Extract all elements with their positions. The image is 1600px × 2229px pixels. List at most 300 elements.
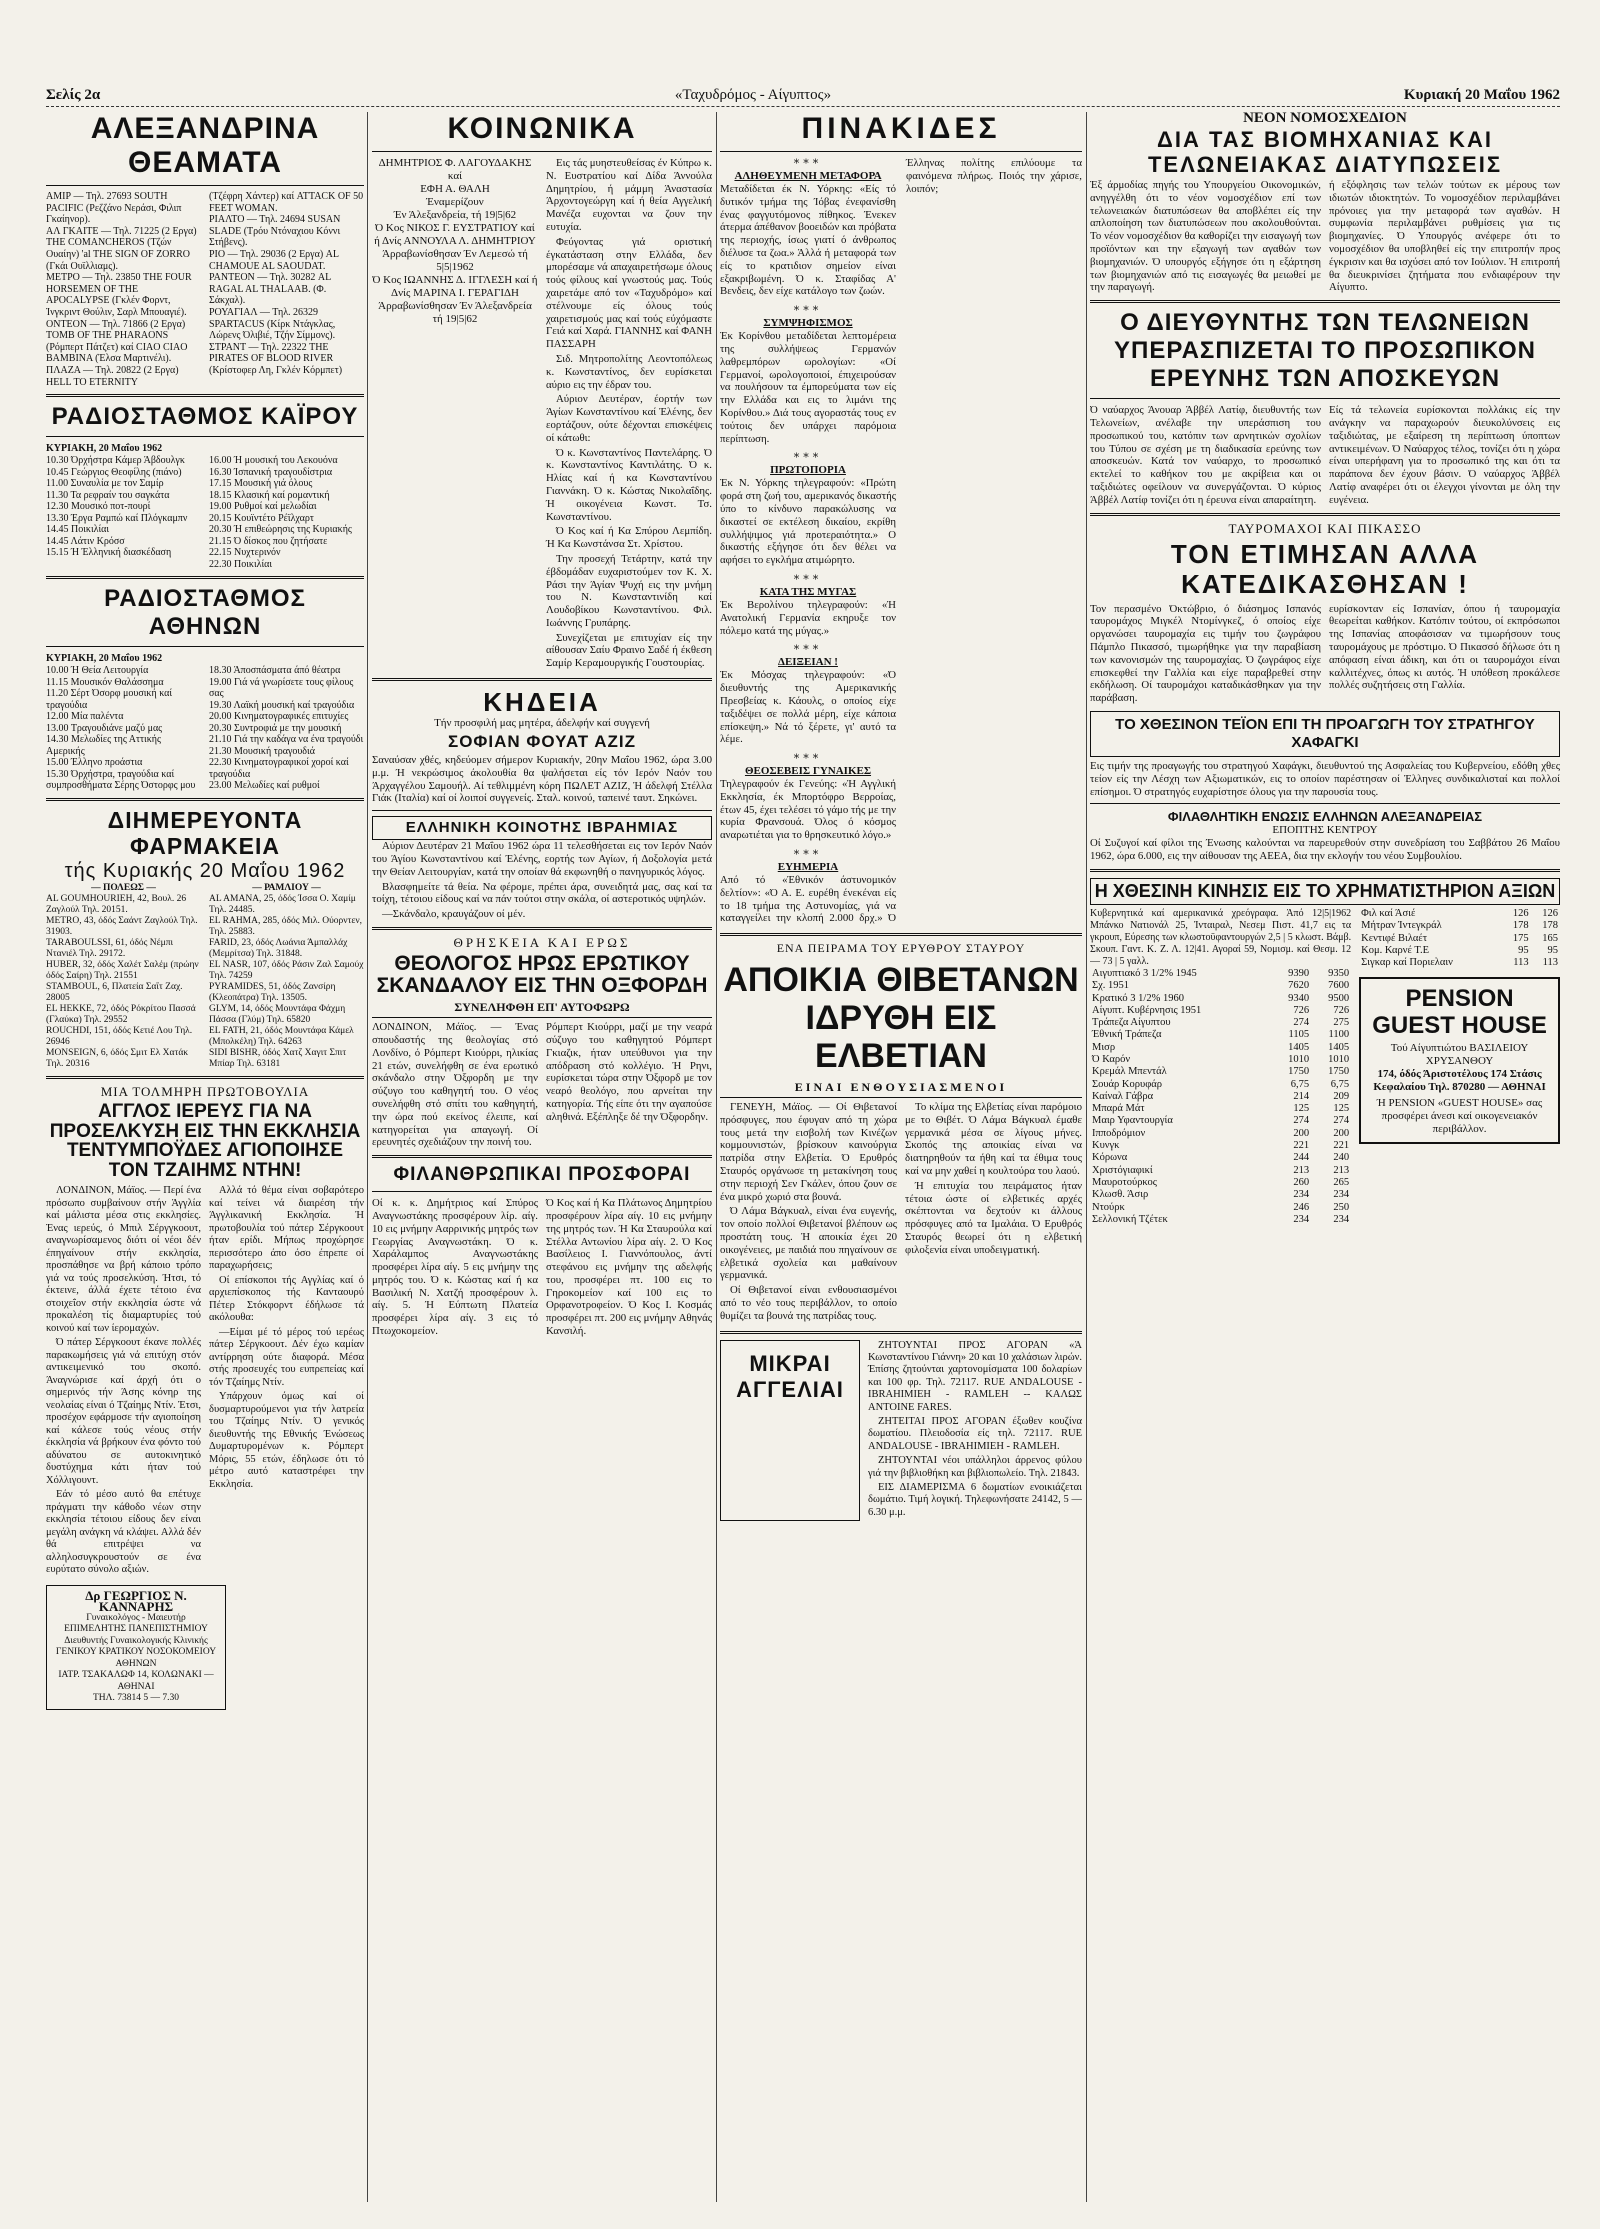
theatre-entry: ΣΤΡΑΝΤ — Τηλ. 22322 THE PIRATES OF BLOOD RIVER (Κρίστοφερ Λη, Γκλέν Κόρμπετ) <box>209 341 343 376</box>
note-body: Έκ Κορίνθου μεταδίδεται λεπτομέρεια της συλλήψεως Γερμανών λαθρεμπόρων ωρολογίων: «Οί Γερμανοί, ωρολογοποιοί, έπιχειρούσαν να πουλήσουν τα έμπορεύματα των είς την Ελλάδα και εις το λιμάνι της Κορίνθου.» Διά τους αγοραστάς τους εν τούτοις δεν υπάρχει παρόμοια περίπτωση. <box>720 330 896 445</box>
customs-body <box>1090 404 1560 506</box>
radio-athens-left <box>46 665 201 792</box>
funeral-text: Σαναύσαν χθές, κηδεύομεν σήμερον Κυριακήν, 20ην Μαΐου 1962, ώρα 3.00 μ.μ. Ή νεκρώσιμος άκολουθία θα ψαλήσεται είς τόν Ιερόν Ναόν του Άρχαγγέλου Σαμουήλ. Αί τεθλιμμένη κόρη ΠΩΛΕΤ ΑΖΙΖ, Ή άδελφή Στέλλα Γιάκ (Ιταλία) καί οί λοιποί συγγενείς. Σταλ. κοινού, ταπεινέ ταυτ. Σηκώνει. <box>372 754 712 805</box>
radio-program: 16.00 Ή μουσική του Λεκουόνα <box>209 455 338 467</box>
stock-row <box>1090 1140 1351 1152</box>
stock-name: Μήτραν Ίντεγκράλ <box>1361 920 1442 932</box>
pharmacy-entry: SIDI BISHR, όδός Χατζ Χαγιτ Σπιτ Μπίαρ Τηλ. 63181 <box>209 1047 347 1069</box>
stock-row <box>1090 1214 1351 1226</box>
stock-price: 6,75 <box>1290 1078 1310 1090</box>
classified-ad: ΖΗΤΕΙΤΑΙ ΠΡΟΣ ΑΓΟΡΑΝ έξωθεν κουζίνα δωματίου. Πλειοδοσία είς τηλ. 72117. RUE ANDALOUSE - IBRAHIMIEH - RAMLEH. <box>868 1415 1082 1452</box>
notes-list <box>720 157 1082 927</box>
stock-price: 125 <box>1333 1103 1350 1115</box>
pharmacy-entry: MONSEIGN, 6, όδός Σμιτ Ελ Χατάκ Τηλ. 20316 <box>46 1047 189 1069</box>
stock-price: 95 <box>1547 944 1558 956</box>
law-right: ή εξόφλησις των τελών τούτων εκ μέρους των ιδιωτών ιδιοκτητών. Το νομοσχέδιον περιλαμβάνει πρόνοιες για την μεταφορά των αγαθών. Η συμφωνία περιλαμβάνει ρυθμίσεις για τις βιομηχανίες. Ό Υπουργός ανέφερε ότι το νομοσχέδιον θα υποβληθεί είς την επιτροπήν προς έγκρισιν και θα ισχύσει από τον Ιούλιον. Ή επιτροπή θα διευκρινίσει ζητήματα που ενδιαφέρουν την Αίγυπτο. <box>1329 179 1560 294</box>
stock-row <box>1090 1066 1351 1078</box>
stock-name: Σελλονική Τζέτεκ <box>1092 1213 1168 1225</box>
radio-program: 10.45 Γεώργιος Θεοφίλης (πιάνο) <box>46 466 182 478</box>
philanthropy-body <box>372 1197 712 1338</box>
classified-ad: ΕΙΣ ΔΙΑΜΕΡΙΣΜΑ 6 δωματίων ενοικιάζεται δωμάτιο. Τιμή λογική. Τηλεφωνήσατε 24142, 5 — 6.30 μ.μ. <box>868 1482 1082 1518</box>
initiative-right <box>209 1185 364 1579</box>
stock-price: 113 <box>1542 957 1558 969</box>
radio-cairo-right <box>209 455 364 570</box>
stock-name: Κεντιφέ Βιλαέτ <box>1361 932 1428 944</box>
radio-program: 15.15 Ή Έλληνική διασκέδαση <box>46 547 172 559</box>
stock-name: Κυνγκ <box>1092 1140 1120 1152</box>
initiative-left <box>46 1185 201 1579</box>
article-paragraph: ΛΟΝΔΙΝΟΝ, Μάϊος. — Περί ένα πρόσωπο συμβαίνουν στήν Άγγλία καί μάλιστα μέσα στις εκκλησίες. Ένας ιερεύς, ό Μπιλ Σέργγκοουτ, αναγνωρίσαμενος διότι οί νέοι δέν έπηγαίνουν στήν εκκλησία, προσπάθησε να βρή κάποιο τρόπο γιά να τούς προσελκύση. Ήτσι, τό έκτεινε, άλλά έχετε τέτοιο ένα στοιχεΐον στήν εκκλησία ώστε νά προκαλέση τίς διαμαρτυρίες τού κοινού καί των ίερομαχών. <box>46 1185 201 1334</box>
pharmacy-head-city: — ΠΟΛΕΩΣ — <box>91 882 156 893</box>
note-body: Έκ Βερολίνου τηλεγραφούν: «Ή Ανατολική Γερμανία εκηρυξε τον πόλεμο κατά της μύγας.» <box>720 598 896 637</box>
stock-price: 214 <box>1293 1090 1310 1102</box>
redcross-right <box>905 1101 1082 1325</box>
stock-price: 113 <box>1513 957 1529 969</box>
radio-cairo-title: ΡΑΔΙΟΣΤΑΘΜΟΣ ΚΑΪΡΟΥ <box>51 403 359 431</box>
ad-line: ΙΑΤΡ. ΤΣΑΚΑΛΩΦ 14, ΚΟΛΩΝΑΚΙ — ΑΘΗΝΑΙ <box>58 1670 214 1692</box>
funeral-title: ΚΗΔΕΙΑ <box>483 687 601 718</box>
radio-program: 19.00 Ρυθμοί καί μελωδίαι <box>209 501 317 513</box>
radio-athens-schedule <box>46 665 364 792</box>
eros-kicker: ΘΡΗΣΚΕΙΑ ΚΑΙ ΕΡΩΣ <box>453 935 631 951</box>
stock-row <box>1090 1005 1351 1017</box>
pharmacy-entry: EL RAHMA, 285, όδός Μιλ. Ούορντεν, Τηλ. 25883. <box>209 915 363 937</box>
column-4 <box>1090 112 1560 1226</box>
radio-cairo-date: ΚΥΡΙΑΚΗ, 20 Μαΐου 1962 <box>46 443 163 455</box>
doctor-ad <box>46 1585 226 1710</box>
stock-name: Ό Καρόν <box>1092 1053 1131 1065</box>
social-paragraph: Σιδ. Μητροπολίτης Λεοντοπόλεως κ. Κωνσταντίνος, δεν ευρίσκεται αύριο εις την έδραν του. <box>546 352 712 391</box>
stock-price: 7600 <box>1328 980 1350 992</box>
stock-name: Τράπεζα Αίγυπτου <box>1092 1017 1171 1029</box>
union-subtitle: ΕΠΟΠΤΗΣ ΚΕΝΤΡΟΥ <box>1272 824 1378 837</box>
stock-price: 1750 <box>1328 1066 1350 1078</box>
radio-program: 11.30 Τα ρεφραίν του σαγκάτα <box>46 489 170 501</box>
stock-price: 178 <box>1542 920 1558 932</box>
redcross-body <box>720 1101 1082 1325</box>
radio-program: 14.30 Μελωδίες της Αττικής Αμερικής <box>46 734 161 757</box>
stock-price: 234 <box>1293 1213 1310 1225</box>
radio-program: 13.00 Τραγουδιάνε μαζύ μας <box>46 722 163 734</box>
note-heading: ΔΕΙΞΕΙΑΝ ! <box>778 656 838 669</box>
pharmacy-entry: AL GOUMHOURIEH, 42, Βουλ. 26 Ζαγλούλ Τηλ. 20151. <box>46 893 187 915</box>
paper-name: «Ταχυδρόμος - Αίγυπτος» <box>674 86 832 103</box>
note-heading: ΘΕΟΣΕΒΕΙΣ ΓΥΝΑΙΚΕΣ <box>744 765 872 778</box>
redcross-kicker: ΕΝΑ ΠΕΙΡΑΜΑ ΤΟΥ ΕΡΥΘΡΟΥ ΣΤΑΥΡΟΥ <box>776 941 1026 955</box>
note-heading: ΠΡΩΤΟΠΟΡΙΑ <box>770 464 846 477</box>
pharmacy-entry: PYRAMIDES, 51, όδός Ζανσίρη (Κλεοπάτρα) Τηλ. 13505. <box>209 981 336 1003</box>
initiative-headline: ΑΓΓΛΟΣ ΙΕΡΕΥΣ ΓΙΑ ΝΑ ΠΡΟΣΕΛΚΥΣΗ ΕΙΣ ΤΗΝ ΕΚΚΛΗΣΙΑ ΤΕΝΤΥΜΠΟΫΔΕΣ ΑΓΙΟΠΟΙΗΣΕ ΤΟΝ ΤΖΑΙΗΜΣ ΝΤΗΝ! <box>49 1100 361 1182</box>
note-body: Τηλεγραφούν έκ Γενεύης: «Ή Αγγλική Εκκλησία, έκ Μπορτόφρο Βερροίας, έτων 45, έχει τελέσει τό γάμο τής με την κυρία Φρανσουά. Όλος ό κόσμος αναρωτιέται για το θρησκευτικό λόγο.» <box>720 778 896 842</box>
social-section <box>372 157 712 672</box>
pharmacy-head-ramleh: — ΡΑΜΛΙΟΥ — <box>252 882 321 893</box>
note-body: Μεταδίδεται έκ Ν. Υόρκης: «Είς τό δυτικόν τμήμα της Ίόβας ένεφανίσθη ένας φαγγυτόμονος πίθηκος. Ένεκεν άτερμα άπέθανον βοοειδών και πρόβατα της περιοχής, ίσως γιατί ό άνθρωπος διέλυσε τα ζωα.» Άλλά ή μεταφορά των είς το κρατιδιον σημείον είναι εξακριβωμένη. Ό κ. Σταφίδας Α' Βενδεις, δεν είχε κατάλογο των ζωών. <box>720 183 896 298</box>
lower-section <box>1090 711 1560 863</box>
social-line: Έν Άλεξανδρεία, τή 19|5|62 <box>393 209 517 221</box>
theatre-entry: ΟΝΤΕΟΝ — Τηλ. 71866 (2 Εργα) TOMB OF THE PHARAONS (Ρόμπερτ Πάτζετ) καί CIAO CIAO BAMBINA (Έλσα Μαρτινέλι). <box>46 318 188 365</box>
theatre-entry: ΜΕΤΡΟ — Τηλ. 23850 THE FOUR HORSEMEN OF THE APOCALYPSE (Γκλέν Φορντ, Ίνγκριντ Θούλιν, Σαρλ Μπουαγιέ). <box>46 272 192 318</box>
pharmacy-entry: HUBER, 32, όδός Χαλέτ Σαλέμ (πρώην όδός Σαίρη) Τηλ. 21551 <box>46 959 199 981</box>
customs-headline: Ο ΔΙΕΥΘΥΝΤΗΣ ΤΩΝ ΤΕΛΩΝΕΙΩΝ ΥΠΕΡΑΣΠΙΖΕΤΑΙ ΤΟ ΠΡΟΣΩΠΙΚΟΝ ΕΡΕΥΝΗΣ ΤΩΝ ΑΠΟΣΚΕΥΩΝ <box>1114 309 1536 393</box>
classifieds-list <box>868 1340 1082 1522</box>
stock-price: 178 <box>1512 920 1529 932</box>
pharmacy-entry: TARABOULSSI, 61, όδός Νέμπι Ντανιέλ Τηλ. 29172. <box>46 937 174 959</box>
radio-cairo-left <box>46 455 201 570</box>
pharmacy-entry: ROUCHDI, 151, όδός Κετιέ Λου Τηλ. 26946 <box>46 1025 193 1047</box>
stock-table-left <box>1090 968 1351 1226</box>
stock-name: Μαιρ Υφαντουργία <box>1092 1115 1173 1127</box>
column-rule <box>1086 112 1087 2202</box>
doctor-name: Δρ ΓΕΩΡΓΙΟΣ Ν. ΚΑΝΝΑΡΗΣ <box>85 1587 187 1615</box>
pharmacy-entry: AL AMANA, 25, όδός Ίσσα Ο. Χαμίμ Τηλ. 24485. <box>209 893 356 915</box>
stock-price: 234 <box>1293 1189 1310 1201</box>
radio-program: 11.20 Σέρτ Όσορφ μουσική καί τραγούδια <box>46 688 173 711</box>
redcross-subheadline: ΕΙΝΑΙ ΕΝΘΟΥΣΙΑΣΜΕΝΟΙ <box>720 1081 1082 1098</box>
radio-athens-right <box>209 665 364 792</box>
radio-program: 21.15 Ό δίσκος που ζητήσατε <box>209 535 328 547</box>
note-body: Από τό «Έθνικόν άστυνομικόν δελτίον»: «Ό Α. Ε. ευρέθη ένεκέναι είς το 18 τμήμα της Αστυνομίας, γιά να καταγγείλει την κλοπή 2.000 δρχ.» Ό Έλληνας πολίτης επιλύουμε τα φαινόμενα πλήρως. Ποιός την χάρισε, λοιπόν; <box>720 157 1082 925</box>
stock-price: 221 <box>1293 1140 1310 1152</box>
stock-row <box>1090 993 1351 1005</box>
ad-line: ΕΠΙΜΕΛΗΤΗΣ ΠΑΝΕΠΙΣΤΗΜΙΟΥ <box>64 1624 208 1635</box>
picasso-kicker: ΤΑΥΡΟΜΑΧΟΙ ΚΑΙ ΠΙΚΑΣΣΟ <box>1228 520 1422 536</box>
hafagi-title: ΤΟ ΧΘΕΣΙΝΟΝ ΤΕΪΟΝ ΕΠΙ ΤΗ ΠΡΟΑΓΩΓΗ ΤΟΥ ΣΤΡΑΤΗΓΟΥ ΧΑΦΑΓΚΙ <box>1090 711 1560 757</box>
stock-table-right <box>1359 908 1560 969</box>
pharmacy-left <box>46 894 201 1070</box>
stock-price: 234 <box>1333 1213 1350 1225</box>
pension-title: PENSION GUEST HOUSE <box>1372 985 1547 1040</box>
radio-athens-title: ΡΑΔΙΟΣΤΑΘΜΟΣ ΑΘΗΝΩΝ <box>104 585 306 641</box>
theatre-entry: ΡΟΥΑΓΙΑΛ — Τηλ. 26329 SPARTACUS (Κίρκ Ντάγκλας, Λώρενς Όλιβιέ, Τζήν Σίμμονς). <box>209 306 336 342</box>
customs-left: Ό ναύαρχος Άνουαρ Άββέλ Λατίφ, διευθυντής των Τελωνείων, ανέλαβε την υπεράσπιση του προσωπικού του, κατόπιν των αρνητικών σχολίων του Τύπου σε σχέση με τη διαδικασία ερεύνης των αποσκευών. Κατά τον ναύαρχο, το προσωπικό εκτελεί το καθήκον του με ακρίβεια και οι ταξιδιώτες οφείλουν να συνεργάζονται. Ό κύριος Άββέλ Λατίφ τονίζει ότι η έρευνα είναι απαραίτητη. <box>1090 404 1321 506</box>
pharmacy-entry: EL NASR, 107, όδός Ράσιν Ζαλ Σαμούχ Τηλ. 74259 <box>209 959 364 981</box>
theatre-entry: ΡΙΑΛΤΟ — Τηλ. 24694 SUSAN SLADE (Τρόυ Ντόναχιου Κόννι Στήβενς). <box>209 214 341 249</box>
stock-price: 125 <box>1293 1103 1310 1115</box>
stock-section <box>1090 908 1560 1226</box>
stock-name: Σχ. 1951 <box>1092 980 1130 992</box>
pharmacy-listing <box>46 883 364 1070</box>
stock-price: 275 <box>1333 1017 1350 1029</box>
pharmacy-entry: EL HEKKE, 72, όδός Ρόκρίτου Πασσά (Γλαύκα) Τηλ. 29552 <box>46 1003 196 1025</box>
stock-row <box>1090 968 1351 980</box>
stock-row <box>1090 1189 1351 1201</box>
article-paragraph: Ό Λάμα Βάγκυαλ, είναι ένα ευγενής, τον οποίο πολλοί Θιβετανοί βλέπουν ως προστάτη τους. Ή αποικία έχει 20 οικογένειες, με παιδιά που πηγαίνουν σε ελβετικά σχολεία και μαθαίνουν γερμανικά. <box>720 1205 897 1282</box>
radio-program: 22.30 Ποικιλίαι <box>209 558 273 570</box>
note-heading: ΣΥΜΨΗΦΙΣΜΟΣ <box>763 317 853 330</box>
stock-price: 1010 <box>1328 1053 1350 1065</box>
theatres-left <box>46 191 201 388</box>
stock-row <box>1090 1091 1351 1103</box>
stock-row <box>1090 1115 1351 1127</box>
stock-row <box>1359 945 1560 957</box>
picasso-right: ευρίσκονταν είς Ισπανίαν, όπου ή ταυρομαχία θεωρείται καθήκον. Κατόπιν τούτου, οί εκπρόσωποι της Ισπανίας αποφάσισαν να τιμωρήσουν τους ταυρομάχους με πρόστιμο. Ό Πικασσό δήλωσε ότι η απόφαση είναι άδικη, και ότι οι ταυρομάχοι είναι καλλιτέχνες, όπως κι αυτός. Ή υπόθεση προκάλεσε πολλές συζητήσεις στη Γαλλία. <box>1329 602 1560 692</box>
stock-row <box>1359 920 1560 932</box>
classifieds-title: ΜΙΚΡΑΙ ΑΓΓΕΛΙΑΙ <box>720 1340 860 1522</box>
stock-price: 221 <box>1333 1140 1350 1152</box>
article-paragraph: Οί επίσκοποι τής Αγγλίας καί ό αρχιεπίσκοπος τής Κανταουρύ Πέτερ Στόκφορντ έδήλωσε τά ακόλουθα: <box>209 1274 364 1324</box>
note-item <box>720 157 896 298</box>
ad-line: Διευθυντής Γυναικολογικής Κλινικής ΓΕΝΙΚΟΥ ΚΡΑΤΙΚΟΥ ΝΟΣΟΚΟΜΕΙΟΥ ΑΘΗΝΩΝ <box>55 1635 217 1669</box>
hafagi-section <box>1090 711 1560 863</box>
hafagi-text: Εις τιμήν της προαγωγής του στρατηγού Χαφάγκι, διευθυντού της Ασφαλείας του Κυβερνείου, εδόθη χθες τείον είς την Λέσχη των Αξιωματικών, εις το οποίον παρέστησαν οί Έλληνες συνδικαλισταί και πολλοί επίσημοι. Ό στρατηγός ευχαρίστησε όλους για την παρουσία τους. <box>1090 759 1560 798</box>
stock-price: 250 <box>1333 1201 1350 1213</box>
stock-name: Φιλ καί Άσιέ <box>1361 907 1416 919</box>
pharmacy-right <box>209 894 364 1070</box>
stock-name: Καίναλ Γάβρα <box>1092 1090 1154 1102</box>
theatre-entry: ΑΜΙΡ — Τηλ. 27693 SOUTH PACIFIC (Ρεζζάνο Νεράσι, Φιλιπ Γκαίηνορ). <box>46 191 182 226</box>
stock-intro: Κυβερνητικά καί αμερικανικά χρεόγραφα. Άπό 12|5|1962 Μπάνκο Νατιονάλ 25, Ίνταιραλ, Νεσεμ Πιστ. 41,7 εις τα γκρουπ, Εύρεσης των κλωστοϋφαντουργών 2,5 | 5 κλωστ. Βάμβ. Σκουπ. Γαντ. Κ. Ζ. Λ. 12|41. Αγοραί 59, Νομισμ. καί Θεσμ. 12 — 73 | 5 γαλλ. <box>1090 907 1352 967</box>
radio-program: 19.00 Γιά νά γνωρίσετε τους φίλους σας <box>209 676 354 700</box>
column-rule <box>367 112 368 2202</box>
stock-row <box>1359 933 1560 945</box>
note-item <box>720 304 896 445</box>
philanthropy-right: Ό Κος καί ή Κα Πλάτωνος Δημητρίου προσφέρουν λίρα αίγ. 10 εις μνήμην της μητρός των. Ή Κα Σταυρούλα καί Στέλλα Αντωνίου λίρα αίγ. 2. Ό Κος Βασίλειος Ι. Γιαννόπουλος, άντί στεφάνου εις μνήμην της αδελφής του, προσφέρει πτ. 100 εις το Γηροκομείον καί 100 εις το Ορφανοτροφείον. Ό Κος Ι. Κοσμάς προσφέρει πτ. 200 εις μνήμην Αθηνάς Κανσιλή. <box>546 1197 712 1338</box>
theatre-entry: ΡΑΝΤΕΟΝ — Τηλ. 30282 AL RAGAL AL THALAAB. (Φ. Σάκχαλ). <box>209 272 331 307</box>
radio-program: 12.00 Μία παλέντα <box>46 711 124 723</box>
column-2 <box>372 112 712 1338</box>
social-paragraph: Ό κ. Κωνσταντίνος Παντελάρης. Ό κ. Κωνσταντίνος Καντιλάτης. Ό κ. Ηλίας καί ή κα Κωνσταντίνου Γιαννάκη. Ό κ. Κώστας Νικολαΐδης. Ή οικογένεια Κωνστ. Τσ. Κωνσταντίνου. <box>546 446 712 523</box>
funeral-name: ΣΟΦΙΑΝ ΦΟΥΑΤ ΑΖΙΖ <box>448 732 636 752</box>
note-separator: *** <box>793 848 823 862</box>
stock-price: 213 <box>1333 1164 1350 1176</box>
community-title: ΕΛΛΗΝΙΚΗ ΚΟΙΝΟΤΗΣ ΙΒΡΑΗΜΙΑΣ <box>372 816 712 840</box>
stock-price: 200 <box>1293 1127 1310 1139</box>
stock-name: Κόρωνα <box>1092 1152 1128 1164</box>
stock-price: 1105 <box>1288 1029 1310 1041</box>
stock-row <box>1090 1054 1351 1066</box>
radio-program: 20.30 Ή επιθεώρησις της Κυριακής <box>209 524 352 536</box>
stock-name: Ιπποδρόμιον <box>1092 1127 1146 1139</box>
union-text: Οί Συζυγοί καί φίλοι της Ένωσης καλούνται να παρευρεθούν στην συνεδρίαση του Σαββάτου 26 Μαΐου 1962, ώρα 6.000, εις την αίθουσαν της ΑΕΕΑ, δια την εκλογήν του νέου Συμβουλίου. <box>1090 837 1560 863</box>
theatre-entry: ΡΙΟ — Τηλ. 29036 (2 Εργα) AL CHAMOUE AL SAOUDAT. <box>209 248 339 272</box>
radio-program: 14.45 Ποικιλίαι <box>46 524 110 536</box>
note-separator: *** <box>793 304 823 318</box>
stock-price: 274 <box>1333 1115 1350 1127</box>
note-heading: ΑΛΗΘΕΥΜΕΝΗ ΜΕΤΑΦΟΡΑ <box>734 170 882 182</box>
social-paragraph: Αύριον Δευτέραν, έορτήν των Άγίων Κωνσταντίνου καί Έλένης, δεν εορτάζουν, ούτε δέχονται επισκέψεις οί κάτωθι: <box>546 393 712 444</box>
stock-price: 1750 <box>1288 1066 1310 1078</box>
stock-row <box>1090 1177 1351 1189</box>
masthead <box>46 84 1560 107</box>
stock-name: Κλωσθ. Άσιρ <box>1092 1189 1149 1201</box>
theatre-entry: (Τζέφρη Χάντερ) καί ATTACK OF 50 FEET WOMAN. <box>209 191 364 214</box>
pension-ad <box>1359 977 1560 1144</box>
radio-cairo-schedule <box>46 455 364 570</box>
stock-price: 9390 <box>1288 967 1310 979</box>
note-separator: *** <box>793 451 823 465</box>
initiative-body <box>46 1185 364 1579</box>
stock-price: 1010 <box>1288 1053 1310 1065</box>
pharmacy-entry: FARID, 23, όδός Λωάνια Άμπαλλάχ (Μεμρίτσα) Τηλ. 31848. <box>209 937 348 959</box>
union-title: ΦΙΛΑΘΛΗΤΙΚΗ ΕΝΩΣΙΣ ΕΛΛΗΝΩΝ ΑΛΕΞΑΝΔΡΕΙΑΣ <box>1167 809 1483 825</box>
radio-program: 21.10 Γιά την καδάγα να ένα τραγούδι <box>209 734 364 746</box>
stock-row <box>1090 980 1351 992</box>
social-announcement: Ό Κος ΙΩΑΝΝΗΣ Δ. ΙΓΓΛΕΣΗ καί ή Δνίς ΜΑΡΙΝΑ Ι. ΓΕΡΑΓΙΔΗ Άρραβωνίσθησαν Έν Άλεξανδρεία τή 19|5|62 <box>372 274 538 325</box>
pharmacy-entry: GLYM, 14, όδός Μουντάφα Φάχμη Πάσσα (Γλύμ) Τηλ. 65820 <box>209 1003 346 1025</box>
social-paragraph: Φεύγοντας γιά οριστική έγκατάσταση στην Ελλάδα, δεν μπορέσαμε νά απαχαιρετήσωμε όλους τούς φίλους καί γνωστούς μας. Τούς χαιρετάμε από τον «Ταχυδρόμο» καί στέλνουμε είς όλους τούς χαιρετισμούς μας καί τούς εύχόμαστε Γειά καί Χαρά. ΓΙΑΝΝΗΣ καί ΦΑΝΗ ΠΑΣΣΑΡΗ <box>546 235 712 351</box>
eros-left: ΛΟΝΔΙΝΟΝ, Μάϊος. — Ένας σπουδαστής της θεολογίας στό Λονδίνο, ό Ρόμπερτ Κιούρρι, ηλικίας 21 ετών, συνελήφθη σε ένα ερωτικό σκάνδαλο στην Όξφορδη με την σύζυγο του καθηγητή του. Ο νέος συνελήφθη στό σπίτι του καθηγητή, την ώρα πού εκείνος έλειπε, καί κατηγορείται για απαγωγή. Οί ερευνητές σχεδιάζουν την ποινή του. <box>372 1021 538 1149</box>
social-paragraph: Συνεχίζεται με επιτυχίαν είς την αίθουσαν Σαίυ Φραινο Σαδέ ή έκθεση Σαμίρ Κεραμουργικής Γουστουρίας. <box>546 631 712 670</box>
article-paragraph: Ή επιτυχία του πειράματος ήταν τέτοια ώστε οί ελβετικές αρχές σκέπτονται να δεχτούν κι άλλους πρόσφυγες από τα Ιμαλάια. Ό Ερυθρός Σταυρός θεωρεί ότι η ελβετική φιλοξενία είναι υποδειγματική. <box>905 1179 1082 1256</box>
law-body <box>1090 179 1560 294</box>
stock-row <box>1090 1017 1351 1029</box>
pharmacy-title: ΔΙΗΜΕΡΕΥΟΝΤΑ ΦΑΡΜΑΚΕΙΑ <box>107 806 303 859</box>
stock-price: 9340 <box>1288 992 1310 1004</box>
theatre-entry: ΠΛΑΖΑ — Τηλ. 20822 (2 Εργα) HELL TO ETERNITY <box>46 364 179 388</box>
radio-program: 16.30 Ίσπανική τραγουδίστρια <box>209 466 333 478</box>
stock-price: 726 <box>1293 1004 1310 1016</box>
stock-price: 9350 <box>1328 967 1350 979</box>
stock-price: 213 <box>1293 1164 1310 1176</box>
social-line: Έναμερίζουν <box>426 196 484 208</box>
stock-row <box>1090 1128 1351 1140</box>
stock-name: Ντούρκ <box>1092 1201 1125 1213</box>
stock-name: Αίγυπτ. Κυβέρνησις 1951 <box>1092 1004 1202 1016</box>
radio-program: 13.30 Έργα Ραμπώ καί Πλόγκαμπν <box>46 512 188 524</box>
radio-program: 11.00 Συναυλία με τον Σαμίρ <box>46 478 164 490</box>
theatres-right <box>209 191 364 388</box>
stock-name: Κρατικό 3 1/2% 1960 <box>1092 992 1184 1004</box>
philanthropy-title: ΦΙΛΑΝΘΡΩΠΙΚΑΙ ΠΡΟΣΦΟΡΑΙ <box>393 1164 691 1186</box>
stock-row <box>1090 1042 1351 1054</box>
theatre-entry: ΑΛ ΓΚΑΙΤΕ — Τηλ. 71225 (2 Εργα) THE COMANCHEROS (Τζών Ουαίην) 'al THE SIGN OF ZORRO (Γκάι Ουϊλλιαμς). <box>46 225 197 272</box>
law-kicker: ΝΕΟΝ ΝΟΜΟΣΧΕΔΙΟΝ <box>1243 112 1407 126</box>
stock-name: Μαυροτούρκος <box>1092 1176 1157 1188</box>
column-1 <box>46 112 364 1710</box>
pension-address: 174, όδός Άριστοτέλους 174 Στάσις Κεφαλαίου Τηλ. 870280 — ΑΘΗΝΑΙ <box>1373 1068 1546 1094</box>
stock-price: 726 <box>1333 1004 1350 1016</box>
stock-name: Σιγκαρ καί Ποριελαιν <box>1361 957 1453 969</box>
note-separator: *** <box>793 572 823 586</box>
stock-price: 126 <box>1542 907 1558 919</box>
radio-program: 18.15 Κλασική καί ρομαντική <box>209 489 330 501</box>
social-paragraph: Εις τάς μυηστευθείσας έν Κύπρω κ. Ν. Ευστρατίου καί Δίδα Άννούλα Δημητρίου, ή μάμμη Άναστασία Άρχοντογεώργη καί ή θεία Αγγελική Μανέζα ευχονται να ζουν την ευτυχία. <box>546 157 712 233</box>
stock-price: 6,75 <box>1330 1078 1350 1090</box>
eros-headline: ΘΕΟΛΟΓΟΣ ΗΡΩΣ ΕΡΩΤΙΚΟΥ ΣΚΑΝΔΑΛΟΥ ΕΙΣ ΤΗΝ ΟΞΦΟΡΔΗ <box>376 952 708 998</box>
stock-headline: Η ΧΘΕΣΙΝΗ ΚΙΝΗΣΙΣ ΕΙΣ ΤΟ ΧΡΗΜΑΤΙΣΤΗΡΙΟΝ ΑΞΙΩΝ <box>1090 878 1560 905</box>
social-line: ΔΗΜΗΤΡΙΟΣ Φ. ΛΑΓΟΥΔΑΚΗΣ <box>378 157 532 169</box>
stock-row <box>1090 1165 1351 1177</box>
stock-name: Μπαρά Μάτ <box>1092 1103 1145 1115</box>
stock-name: Έθνική Τράπεζα <box>1092 1029 1162 1041</box>
note-body: Έκ Ν. Υόρκης τηλεγραφούν: «Πρώτη φορά στη ζωή του, αμερικανός δικαστής ύπο το κίνδυνο παρακώλυσης να δικαστεί σε εκτέλεση δικαίου, εκρίθη συλλήψιμος γιά προτεραιότητα.» Ο δικαστής εξήγησε ότι δεν θέλει να αφήσει το εγκλήμα ατιμώρητο. <box>720 477 896 567</box>
pharmacy-subtitle: τής Κυριακής 20 Μαΐου 1962 <box>64 859 346 882</box>
stock-price: 1100 <box>1328 1029 1350 1041</box>
redcross-headline: ΑΠΟΙΚΙΑ ΘΙΒΕΤΑΝΩΝ ΙΔΡΥΘΗ ΕΙΣ ΕΛΒΕΤΙΑΝ <box>723 961 1079 1075</box>
column-rule <box>716 112 717 2202</box>
classifieds-section <box>720 1340 1082 1522</box>
ad-line: ΤΗΛ. 73814 5 — 7.30 <box>92 1693 180 1704</box>
stock-price: 9500 <box>1328 992 1350 1004</box>
radio-athens-date: ΚΥΡΙΑΚΗ, 20 Μαΐου 1962 <box>46 653 163 665</box>
article-paragraph: Ό πάτερ Σέργκοουτ έκανε πολλές παρακωμήσεις γιά νά επιτύχη στόν αντικειμενικό του σκοπό. Άναγνώρισε καί άρχή ότι ο σημερινός τήν Άσης κόνηρ της νεολαίας είναι ό Τζαίημς Ντίν. Έτσι, προσέχον εφάρμοσε τήν αγιοποίηση καί κάλεσε τούς νέους στήν έκκλησία νά βρήκουν ένα φόντο τού αδύνατου σε αυτοκινητικό δυστύχημα κάτι ήταν τού Χόλλιγουντ. <box>46 1337 201 1486</box>
issue-date: Κυριακή 20 Μαΐου 1962 <box>1403 86 1560 103</box>
picasso-headline: ΤΟΝ ΕΤΙΜΗΣΑΝ ΑΛΛΑ ΚΑΤΕΔΙΚΑΣΘΗΣΑΝ ! <box>1170 538 1480 599</box>
radio-program: 12.30 Μουσικό ποτ-πουρί <box>46 501 151 513</box>
eros-body <box>372 1021 712 1149</box>
radio-program: 11.15 Μουσικόν Θαλάσσημα <box>46 676 164 688</box>
article-paragraph: Οί Θιβετανοί είναι ενθουσιασμένοι από το νέο τους περιβάλλον, το οποίο θυμίζει τα βουνά της πατρίδας τους. <box>720 1284 897 1322</box>
stock-name: Αιγυπτιακό 3 1/2% 1945 <box>1092 967 1197 979</box>
social-paragraph: Την προσεχή Τετάρτην, κατά την έβδομάδαν ευχαριστούμεν τον Κ. Χ. Ράσι την Άγίαν Ψυχή εις την μνήμη του Ν. Κωνσταντινίδη καί Λουδοβίκου Κωνσταντίνου. Φιλ. Ιωάννης Γρυπάρης. <box>546 552 712 629</box>
article-paragraph: —Είμαι μέ τό μέρος τού ιερέως πάτερ Σέργκοουτ. Δέν έχω καμίαν αντίρρηση ούτε διαφορά. Μέσα στής προσευχές του ευπρεπείας καί τόν Τζαίημς Ντίν. <box>209 1326 364 1388</box>
radio-program: 14.45 Λάτιν Κρόσσ <box>46 535 125 547</box>
stock-name: Κομ. Καρνέ Τ.Ε <box>1361 944 1430 956</box>
radio-program: 23.00 Μελωδίες καί ρυθμοί <box>209 780 320 792</box>
stock-price: 240 <box>1333 1152 1350 1164</box>
stock-name: Μισρ <box>1092 1041 1116 1053</box>
stock-price: 95 <box>1518 944 1529 956</box>
stock-price: 246 <box>1293 1201 1310 1213</box>
note-separator: *** <box>793 752 823 766</box>
law-headline: ΔΙΑ ΤΑΣ ΒΙΟΜΗΧΑΝΙΑΣ ΚΑΙ ΤΕΛΩΝΕΙΑΚΑΣ ΔΙΑΤΥΠΩΣΕΙΣ <box>1147 127 1503 177</box>
note-item <box>720 451 896 567</box>
radio-program: 10.00 Ή Θεία Λειτουργία <box>46 665 149 677</box>
article-paragraph: Το κλίμα της Ελβετίας είναι παρόμοιο με το Θιβέτ. Ό Λάμα Βάγκυαλ έμαθε γερμανικά μέσα σε λίγους μήνες. Σκοπός της αποικίας είναι να διατηρηθούν τα ήθη καί τα έθιμα τους καί να μην χαθεί η κουλτούρα του λαού. <box>905 1101 1082 1177</box>
radio-program: 10.30 Όρχήστρα Κάμερ Άβδουλγκ <box>46 455 185 467</box>
stock-price: 1405 <box>1328 1041 1350 1053</box>
stock-name: Σουάρ Κορυφάρ <box>1092 1078 1162 1090</box>
stock-price: 165 <box>1542 932 1558 944</box>
radio-program: 20.15 Κουϊντέτο Ρέϊλχαρτ <box>209 512 314 524</box>
article-paragraph: Υπάρχουν όμως καί οί δυσμαρτυρούμενοι για τήν λατρεία του Τζαίημς Ντίν. Ό γενικός διευθυντής της Εθνικής Ένώσεως Δυμαρτυρομένων κ. Ρόμπερτ Μόρις, 55 ετών, έδηλωσε ότι τό μέτρο αυτό καταστρέφει την Εκκλησία. <box>209 1391 364 1490</box>
column-3 <box>720 112 1082 1521</box>
customs-right: Είς τά τελωνεία ευρίσκονται πολλάκις είς την ανάγκην να παραχωρούν διευκολύνσεις εις ταξιδιώτας, με εξαίρεση τη περίπτωση ύποπτων αντικειμένων. Ό Ναύαρχος τέλος, τονίζει ότι η χώρα είναι υπερήφανη για το προσωπικό της και ότι τα παράπονα δεν έχουν βάσιν. Ό ναύαρχος Άββέλ Λατίφ αναφέρει ότι οι έλεγχοι γίνονται με όλη την ευγένεια. <box>1329 404 1560 506</box>
redcross-left <box>720 1101 897 1325</box>
stock-price: 265 <box>1333 1176 1350 1188</box>
stock-name: Χριστόγιαφικί <box>1092 1164 1153 1176</box>
classified-ad: ΖΗΤΟΥΝΤΑΙ νέοι υπάλληλοι άρρενος φύλου γιά την βιβλιοθήκη και βιβλιοπωλείο. Τηλ. 21843. <box>868 1455 1082 1479</box>
article-paragraph: Αύριον Δευτέραν 21 Μαΐου 1962 ώρα 11 τελεσθήσεται εις τον Ιερόν Ναόν του Άγίου Κωνσταντίνου καί Έλένης, εορτής των Αγίων, ή Δοξολογία μετά την Θείαν Λειτουργίαν, κατά την οποίαν θά εκφωνηθή ο πανηγυρικός λόγος. <box>372 840 712 878</box>
note-separator: *** <box>793 643 823 657</box>
stock-price: 234 <box>1333 1189 1350 1201</box>
stock-price: 7620 <box>1288 980 1310 992</box>
radio-program: 15.00 Έλληνο προάστια <box>46 757 143 769</box>
note-separator: *** <box>793 157 823 170</box>
radio-program: 21.30 Μουσική τραγουδιά <box>209 745 315 757</box>
radio-program: 15.30 Όρχήστρα, τραγούδια καί συμπροσθήματα Σέρης Όστορφς μου <box>46 768 196 792</box>
radio-program: 19.30 Λαϊκή μουσική καί τραγούδια <box>209 699 355 711</box>
pension-owner: Τού Αίγυπτιώτου ΒΑΣΙΛΕΙΟΥ ΧΡΥΣΑΝΘΟΥ <box>1390 1042 1529 1068</box>
social-text <box>546 157 712 672</box>
stock-row <box>1090 1202 1351 1214</box>
stock-price: 175 <box>1512 932 1529 944</box>
radio-program: 22.30 Κινηματογραφικοί χοροί καί τραγούδια <box>209 757 349 780</box>
note-body: Έκ Μόσχας τηλεγραφούν: «Ό διευθυντής της Αμερικανικής Πρεσβείας κ. Κάουλς, ο οποίος είχε ταξιδέψει σε πολλά μέρη, είχε κάποια επίσκεψη.» Νά τό ξέρετε, γι' αυτό τα λέμε. <box>720 669 896 746</box>
stock-row <box>1090 1152 1351 1164</box>
initiative-kicker: ΜΙΑ ΤΟΛΜΗΡΗ ΠΡΩΤΟΒΟΥΛΙΑ <box>100 1083 310 1099</box>
article-paragraph: Βλασφημείτε τά θεία. Να φέρομε, πρέπει άρα, συνειδητά μας, σας καί τα τοίχη, τέτοιου είδους καί να πάν τούτοι στην σκάλα, οί αστεροτικός υψηλών. <box>372 880 712 906</box>
social-left <box>372 157 538 672</box>
community-text <box>372 840 712 921</box>
eros-right: Ρόμπερτ Κιούρρι, μαζί με την νεαρά σύζυγο του καθηγητού Ρόμπερτ Γκιαζικ, ήταν υπεύθυνοι για την απόδραση στό κολλέγιο. Ή Ρηνι, ευρίσκεται τώρα στην Όξφορδ με τον νεαρό θεολόγο, που αρνείται την κατηγορία. Τής είπε ότι την αγαπούσε αληθινά. Εξέπληξε δέ την Όξφορδην. <box>546 1021 712 1123</box>
pension-text: Ή PENSION «GUEST HOUSE» σας προσφέρει άνεσι καί οικογενειακόν περιβάλλον. <box>1376 1097 1543 1136</box>
note-item <box>720 573 896 637</box>
article-paragraph: Αλλά τό θέμα είναι σοβαρότερο καί τείνει νά διαιρέση τήν Άγγλικανική Εκκλησία. Ή πρωτοβουλία τού πάτερ Σέργκοουτ ήταν ερίδι. Μήπως προχώρησε περισσότερο άπο όσο έπρεπε οί παραχωρήσεις; <box>209 1185 364 1272</box>
law-left: Έξ άρμοδίας πηγής του Υπουργείου Οικονομικών, ανηγγέλθη ότι το νέον νομοσχέδιον επί των τελωνειακών διατυπώσεων θα αποβλέπει είς την απλοποίηση των διατυπώσεων που ακολουθούνται. Το νέον νομοσχέδιον θα καθορίζει την εισαγωγή των προϊόντων και την εξαγωγή των αγαθών των βιομηχανιών. Ό υπουργός εξήγησε ότι η εξάρτηση των βιομηχανιών από τις εισαγωγές θα μειωθεί με την παραγωγή. <box>1090 179 1321 294</box>
note-item <box>720 752 896 842</box>
social-title: ΚΟΙΝΩΝΙΚΑ <box>447 112 637 145</box>
stock-price: 1405 <box>1288 1041 1310 1053</box>
funeral-intro: Τήν προσφιλή μας μητέρα, άδελφήν καί συγγενή <box>434 717 650 730</box>
theatres-listing <box>46 191 364 388</box>
stock-price: 126 <box>1512 907 1529 919</box>
stock-row <box>1090 1029 1351 1041</box>
stock-row <box>1359 908 1560 920</box>
note-heading: ΕΥΗΜΕΡΙΑ <box>777 861 839 874</box>
social-line: ΕΦΗ Α. ΘΑΛΗ <box>420 183 490 195</box>
stock-price: 244 <box>1293 1152 1310 1164</box>
